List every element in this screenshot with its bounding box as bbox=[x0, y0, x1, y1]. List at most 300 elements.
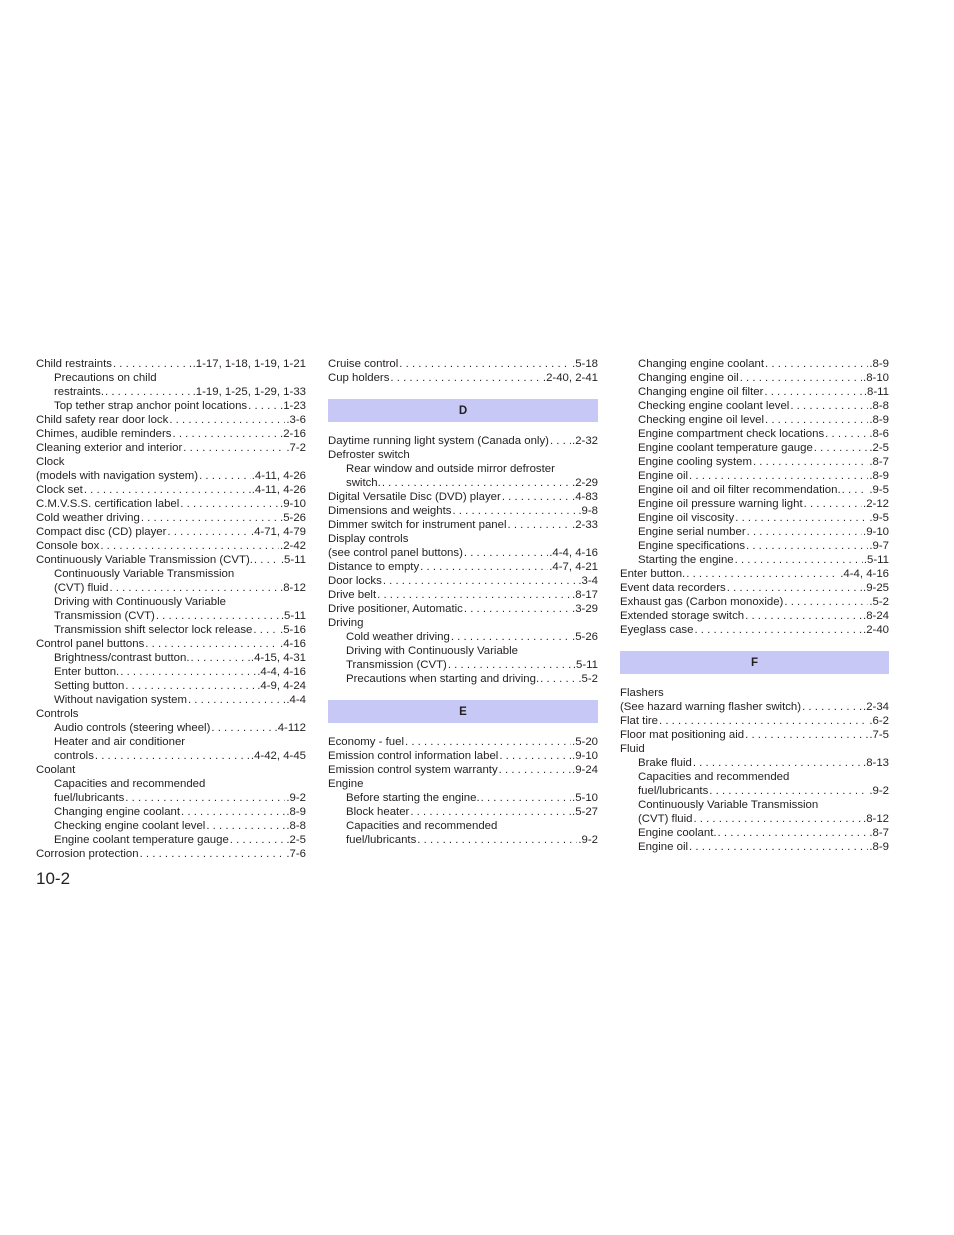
index-entry bbox=[36, 609, 306, 623]
index-entry bbox=[620, 469, 889, 483]
entry-page-ref: .5-27 bbox=[572, 806, 598, 818]
entry-page-ref: .8-12 bbox=[863, 813, 889, 825]
entry-page-ref: .5-2 bbox=[869, 596, 889, 608]
entry-page-ref: .8-7 bbox=[869, 456, 889, 468]
index-entry bbox=[36, 651, 306, 665]
entry-text: Starting the engine bbox=[638, 554, 734, 566]
entry-page-ref: .4-15, 4-31 bbox=[250, 652, 306, 664]
dot-leader bbox=[230, 833, 286, 847]
entry-page-ref: .5-10 bbox=[572, 792, 598, 804]
entry-page-ref: .8-13 bbox=[863, 757, 889, 769]
entry-text: Event data recorders bbox=[620, 582, 726, 594]
entry-text: Clock bbox=[36, 456, 65, 468]
dot-leader bbox=[499, 749, 571, 763]
index-entry bbox=[36, 805, 306, 819]
index-entry bbox=[36, 819, 306, 833]
entry-text: Checking engine coolant level bbox=[638, 400, 790, 412]
dot-leader bbox=[502, 490, 571, 504]
entry-page-ref: .8-9 bbox=[869, 470, 889, 482]
dot-leader bbox=[745, 728, 868, 742]
entry-text: C.M.V.S.S. certification label bbox=[36, 498, 180, 510]
entry-text: Driving with Continuously Variable bbox=[54, 596, 226, 608]
entry-page-ref: .8-24 bbox=[863, 610, 889, 622]
index-entry bbox=[36, 469, 306, 483]
section-header: D bbox=[328, 399, 598, 422]
entry-text: Exhaust gas (Carbon monoxide) bbox=[620, 596, 784, 608]
dot-leader bbox=[206, 819, 285, 833]
dot-leader bbox=[693, 756, 862, 770]
entry-text: Cold weather driving bbox=[346, 631, 450, 643]
entry-page-ref: .8-9 bbox=[869, 841, 889, 853]
dot-leader bbox=[167, 525, 250, 539]
entry-text: Rear window and outside mirror defroster bbox=[346, 463, 555, 475]
entry-text: (models with navigation system) bbox=[36, 470, 199, 482]
entry-text: Defroster switch bbox=[328, 449, 410, 461]
entry-page-ref: .5-18 bbox=[572, 358, 598, 370]
dot-leader bbox=[399, 357, 571, 371]
dot-leader bbox=[709, 784, 868, 798]
entry-text: Cold weather driving bbox=[36, 512, 140, 524]
entry-page-ref: .4-7, 4-21 bbox=[549, 561, 598, 573]
entry-page-ref: .2-12 bbox=[863, 498, 889, 510]
page-number: 10-2 bbox=[36, 869, 71, 888]
dot-leader bbox=[100, 539, 279, 553]
index-entry bbox=[620, 441, 889, 455]
entry-text: Floor mat positioning aid bbox=[620, 729, 745, 741]
dot-leader bbox=[382, 476, 571, 490]
entry-text: Corrosion protection bbox=[36, 848, 139, 860]
entry-text: Brightness/contrast button. bbox=[54, 652, 190, 664]
entry-page-ref: .9-2 bbox=[286, 792, 306, 804]
entry-page-ref: .8-7 bbox=[869, 827, 889, 839]
entry-text: Distance to empty bbox=[328, 561, 420, 573]
index-entry bbox=[36, 833, 306, 847]
dot-leader bbox=[508, 518, 572, 532]
index-entry bbox=[328, 805, 598, 819]
entry-text: Engine oil pressure warning light bbox=[638, 498, 803, 510]
index-entry bbox=[328, 448, 598, 462]
dot-leader bbox=[169, 413, 285, 427]
index-entry bbox=[620, 385, 889, 399]
dot-leader bbox=[718, 826, 869, 840]
entry-page-ref: .4-9, 4-24 bbox=[257, 680, 306, 692]
entry-text: Transmission shift selector lock release bbox=[54, 624, 253, 636]
index-entry bbox=[328, 476, 598, 490]
entry-page-ref: .8-11 bbox=[863, 386, 889, 398]
entry-text: Drive belt bbox=[328, 589, 377, 601]
index-entry bbox=[36, 511, 306, 525]
entry-text: Without navigation system bbox=[54, 694, 187, 706]
entry-text: Capacities and recommended bbox=[638, 771, 790, 783]
entry-page-ref: .5-11 bbox=[863, 554, 889, 566]
entry-page-ref: .4-71, 4-79 bbox=[250, 526, 306, 538]
index-entry bbox=[36, 525, 306, 539]
index-entry bbox=[36, 665, 306, 679]
entry-page-ref: .8-9 bbox=[286, 806, 306, 818]
dot-leader bbox=[464, 546, 548, 560]
entry-text: Engine coolant temperature gauge bbox=[54, 834, 229, 846]
entry-text: (See hazard warning flasher switch) bbox=[620, 701, 802, 713]
index-entry bbox=[36, 455, 306, 469]
dot-leader bbox=[417, 833, 577, 847]
entry-page-ref: .4-83 bbox=[572, 491, 598, 503]
entry-text: Capacities and recommended bbox=[346, 820, 498, 832]
entry-page-ref: .4-4, 4-16 bbox=[840, 568, 889, 580]
dot-leader bbox=[156, 609, 280, 623]
index-entry bbox=[328, 616, 598, 630]
entry-page-ref: .3-29 bbox=[572, 603, 598, 615]
entry-text: Driving bbox=[328, 617, 364, 629]
entry-text: Checking engine oil level bbox=[638, 414, 765, 426]
entry-text: Emission control system warranty bbox=[328, 764, 498, 776]
entry-text: Checking engine coolant level bbox=[54, 820, 206, 832]
dot-leader bbox=[253, 623, 279, 637]
index-entry bbox=[620, 497, 889, 511]
index-entry bbox=[328, 560, 598, 574]
entry-text: Chimes, audible reminders bbox=[36, 428, 172, 440]
dot-leader bbox=[410, 805, 571, 819]
index-column-3 bbox=[620, 357, 889, 854]
index-entry bbox=[620, 553, 889, 567]
entry-text: Engine coolant temperature gauge bbox=[638, 442, 813, 454]
dot-leader bbox=[804, 497, 862, 511]
dot-leader bbox=[211, 721, 273, 735]
entry-text: Coolant bbox=[36, 764, 76, 776]
dot-leader bbox=[689, 840, 868, 854]
index-entry bbox=[328, 763, 598, 777]
index-entry bbox=[328, 777, 598, 791]
dot-leader bbox=[390, 371, 541, 385]
index-entry bbox=[620, 413, 889, 427]
entry-text: Transmission (CVT) bbox=[54, 610, 155, 622]
entry-text: Display controls bbox=[328, 533, 409, 545]
entry-page-ref: .9-8 bbox=[578, 505, 598, 517]
index-entry bbox=[328, 574, 598, 588]
index-entry bbox=[328, 644, 598, 658]
index-entry bbox=[620, 357, 889, 371]
entry-text: Changing engine coolant bbox=[54, 806, 181, 818]
entry-text: Cruise control bbox=[328, 358, 399, 370]
index-entry bbox=[328, 504, 598, 518]
entry-text: Capacities and recommended bbox=[54, 778, 206, 790]
entry-page-ref: .8-6 bbox=[869, 428, 889, 440]
entry-text: (see control panel buttons) bbox=[328, 547, 463, 559]
entry-page-ref: .1-19, 1-25, 1-29, 1-33 bbox=[192, 386, 306, 398]
entry-text: Engine oil and oil filter recommendation. bbox=[638, 484, 841, 496]
index-entry bbox=[620, 714, 889, 728]
entry-text: Top tether strap anchor point locations bbox=[54, 400, 248, 412]
entry-text: Fluid bbox=[620, 743, 645, 755]
index-entry bbox=[36, 497, 306, 511]
index-entry bbox=[36, 427, 306, 441]
index-entry bbox=[620, 609, 889, 623]
entry-text: Door locks bbox=[328, 575, 382, 587]
entry-text: Audio controls (steering wheel) bbox=[54, 722, 211, 734]
entry-page-ref: .9-5 bbox=[869, 484, 889, 496]
entry-text: Block heater bbox=[346, 806, 410, 818]
index-entry bbox=[620, 623, 889, 637]
entry-text: Economy - fuel bbox=[328, 736, 404, 748]
entry-text: Changing engine coolant bbox=[638, 358, 765, 370]
entry-text: Engine oil bbox=[638, 470, 689, 482]
entry-page-ref: .8-17 bbox=[572, 589, 598, 601]
entry-text: Daytime running light system (Canada only) bbox=[328, 435, 549, 447]
entry-page-ref: .4-42, 4-45 bbox=[250, 750, 306, 762]
entry-text: Emission control information label bbox=[328, 750, 499, 762]
entry-page-ref: .6-2 bbox=[869, 715, 889, 727]
index-entry bbox=[36, 847, 306, 861]
dot-leader bbox=[448, 658, 572, 672]
dot-leader bbox=[383, 574, 578, 588]
entry-page-ref: .9-24 bbox=[572, 764, 598, 776]
entry-text: Cleaning exterior and interior bbox=[36, 442, 183, 454]
index-entry bbox=[328, 462, 598, 476]
index-entry bbox=[36, 441, 306, 455]
entry-page-ref: .7-2 bbox=[286, 442, 306, 454]
entry-text: Setting button bbox=[54, 680, 125, 692]
entry-text: Before starting the engine. bbox=[346, 792, 480, 804]
dot-leader bbox=[765, 413, 868, 427]
index-entry bbox=[328, 672, 598, 686]
entry-page-ref: .4-11, 4-26 bbox=[251, 470, 306, 482]
dot-leader bbox=[141, 511, 279, 525]
entry-text: Enter button. bbox=[620, 568, 686, 580]
entry-page-ref: .9-2 bbox=[578, 834, 598, 846]
dot-leader bbox=[95, 749, 250, 763]
entry-page-ref: .5-11 bbox=[572, 659, 598, 671]
dot-leader bbox=[735, 553, 863, 567]
dot-leader bbox=[790, 399, 868, 413]
entry-text: Dimensions and weights bbox=[328, 505, 452, 517]
entry-page-ref: .9-5 bbox=[869, 512, 889, 524]
entry-text: Continuously Variable Transmission bbox=[54, 568, 235, 580]
dot-leader bbox=[693, 812, 862, 826]
dot-leader bbox=[420, 560, 548, 574]
entry-text: switch. bbox=[346, 477, 381, 489]
entry-page-ref: .4-4, 4-16 bbox=[257, 666, 306, 678]
entry-text: Precautions on child bbox=[54, 372, 157, 384]
dot-leader bbox=[84, 483, 251, 497]
index-entry bbox=[328, 735, 598, 749]
entry-text: fuel/lubricants bbox=[638, 785, 709, 797]
section-header: E bbox=[328, 700, 598, 723]
index-entry bbox=[36, 371, 306, 385]
entry-text: fuel/lubricants bbox=[346, 834, 417, 846]
index-entry bbox=[36, 763, 306, 777]
entry-page-ref: .2-40 bbox=[863, 624, 889, 636]
entry-page-ref: .4-112 bbox=[274, 722, 306, 734]
dot-leader bbox=[746, 539, 868, 553]
entry-page-ref: .2-5 bbox=[286, 834, 306, 846]
entry-page-ref: .8-12 bbox=[280, 582, 306, 594]
index-entry bbox=[328, 532, 598, 546]
dot-leader bbox=[145, 637, 279, 651]
dot-leader bbox=[735, 511, 868, 525]
entry-text: Changing engine oil bbox=[638, 372, 739, 384]
index-entry bbox=[36, 623, 306, 637]
entry-text: (CVT) fluid bbox=[54, 582, 109, 594]
entry-text: Dimmer switch for instrument panel bbox=[328, 519, 507, 531]
entry-page-ref: .9-7 bbox=[869, 540, 889, 552]
entry-page-ref: .1-17, 1-18, 1-19, 1-21 bbox=[192, 358, 306, 370]
index-entry bbox=[620, 539, 889, 553]
index-entry bbox=[328, 791, 598, 805]
dot-leader bbox=[405, 735, 571, 749]
index-entry bbox=[328, 434, 598, 448]
index-entry bbox=[36, 357, 306, 371]
entry-page-ref: .5-11 bbox=[280, 610, 306, 622]
entry-page-ref: .9-10 bbox=[280, 498, 306, 510]
entry-text: Engine oil bbox=[638, 841, 689, 853]
dot-leader bbox=[105, 385, 192, 399]
index-entry bbox=[328, 546, 598, 560]
dot-leader bbox=[686, 567, 839, 581]
dot-leader bbox=[248, 399, 279, 413]
index-entry bbox=[36, 399, 306, 413]
entry-page-ref: .9-10 bbox=[572, 750, 598, 762]
dot-leader bbox=[481, 791, 571, 805]
dot-leader bbox=[727, 581, 862, 595]
entry-page-ref: .2-29 bbox=[572, 477, 598, 489]
entry-text: Engine oil viscosity bbox=[638, 512, 735, 524]
entry-text: Transmission (CVT) bbox=[346, 659, 447, 671]
index-column-1 bbox=[36, 357, 306, 861]
entry-text: Continuously Variable Transmission (CVT). bbox=[36, 554, 253, 566]
index-entry bbox=[36, 637, 306, 651]
index-entry bbox=[620, 770, 889, 784]
entry-text: Heater and air conditioner bbox=[54, 736, 186, 748]
section-header: F bbox=[620, 651, 889, 674]
entry-page-ref: .2-5 bbox=[869, 442, 889, 454]
entry-text: Changing engine oil filter bbox=[638, 386, 764, 398]
index-entry bbox=[36, 693, 306, 707]
dot-leader bbox=[747, 525, 862, 539]
dot-leader bbox=[140, 847, 286, 861]
index-entry bbox=[328, 518, 598, 532]
index-entry bbox=[328, 490, 598, 504]
entry-page-ref: .2-40, 2-41 bbox=[542, 372, 598, 384]
entry-page-ref: .9-25 bbox=[863, 582, 889, 594]
entry-text: Engine serial number bbox=[638, 526, 746, 538]
dot-leader bbox=[689, 469, 868, 483]
dot-leader bbox=[740, 371, 862, 385]
index-entry bbox=[36, 385, 306, 399]
index-entry bbox=[36, 707, 306, 721]
index-entry bbox=[36, 791, 306, 805]
entry-text: Child safety rear door lock bbox=[36, 414, 169, 426]
entry-page-ref: .8-9 bbox=[869, 358, 889, 370]
index-entry bbox=[36, 595, 306, 609]
entry-text: Extended storage switch bbox=[620, 610, 745, 622]
index-entry bbox=[620, 812, 889, 826]
entry-text: restraints. bbox=[54, 386, 105, 398]
dot-leader bbox=[377, 588, 571, 602]
entry-page-ref: .8-8 bbox=[869, 400, 889, 412]
entry-page-ref: .2-16 bbox=[280, 428, 306, 440]
index-entry bbox=[620, 742, 889, 756]
dot-leader bbox=[109, 581, 279, 595]
entry-text: Eyeglass case bbox=[620, 624, 694, 636]
entry-page-ref: .2-42 bbox=[280, 540, 306, 552]
dot-leader bbox=[802, 700, 862, 714]
entry-text: Brake fluid bbox=[638, 757, 692, 769]
dot-leader bbox=[199, 469, 251, 483]
dot-leader bbox=[452, 504, 577, 518]
entry-page-ref: .9-10 bbox=[863, 526, 889, 538]
index-entry bbox=[328, 749, 598, 763]
entry-page-ref: .5-11 bbox=[280, 554, 306, 566]
dot-leader bbox=[499, 763, 571, 777]
entry-text: Flashers bbox=[620, 687, 664, 699]
index-entry bbox=[620, 798, 889, 812]
index-entry bbox=[328, 833, 598, 847]
entry-page-ref: .2-33 bbox=[572, 519, 598, 531]
entry-text: Engine compartment check locations bbox=[638, 428, 825, 440]
index-entry bbox=[620, 581, 889, 595]
dot-leader bbox=[464, 602, 571, 616]
entry-page-ref: .8-10 bbox=[863, 372, 889, 384]
index-entry bbox=[328, 357, 598, 371]
dot-leader bbox=[254, 553, 280, 567]
index-entry bbox=[620, 728, 889, 742]
dot-leader bbox=[764, 385, 862, 399]
index-entry bbox=[36, 413, 306, 427]
dot-leader bbox=[825, 427, 868, 441]
entry-text: controls bbox=[54, 750, 94, 762]
entry-page-ref: .5-16 bbox=[280, 624, 306, 636]
dot-leader bbox=[842, 483, 869, 497]
dot-leader bbox=[765, 357, 868, 371]
entry-page-ref: .7-6 bbox=[286, 848, 306, 860]
entry-page-ref: .1-23 bbox=[280, 400, 306, 412]
dot-leader bbox=[659, 714, 868, 728]
entry-page-ref: .2-34 bbox=[863, 701, 889, 713]
index-entry bbox=[620, 826, 889, 840]
entry-text: Engine bbox=[328, 778, 364, 790]
index-entry bbox=[620, 595, 889, 609]
index-entry bbox=[620, 455, 889, 469]
dot-leader bbox=[451, 630, 571, 644]
dot-leader bbox=[125, 679, 256, 693]
entry-text: Child restraints bbox=[36, 358, 112, 370]
entry-text: Drive positioner, Automatic bbox=[328, 603, 463, 615]
entry-text: Clock set bbox=[36, 484, 83, 496]
entry-page-ref: .7-5 bbox=[869, 729, 889, 741]
entry-text: Engine coolant. bbox=[638, 827, 717, 839]
entry-page-ref: .4-4, 4-16 bbox=[549, 547, 598, 559]
index-entry bbox=[36, 721, 306, 735]
entry-text: (CVT) fluid bbox=[638, 813, 693, 825]
entry-page-ref: .4-11, 4-26 bbox=[251, 484, 306, 496]
dot-leader bbox=[113, 357, 192, 371]
dot-leader bbox=[753, 455, 868, 469]
dot-leader bbox=[191, 651, 250, 665]
index-entry bbox=[36, 539, 306, 553]
index-entry bbox=[36, 553, 306, 567]
entry-text: Compact disc (CD) player bbox=[36, 526, 167, 538]
index-entry bbox=[620, 784, 889, 798]
entry-page-ref: .9-2 bbox=[869, 785, 889, 797]
index-entry bbox=[620, 525, 889, 539]
index-entry bbox=[620, 399, 889, 413]
entry-text: Controls bbox=[36, 708, 79, 720]
dot-leader bbox=[745, 609, 862, 623]
index-entry bbox=[36, 777, 306, 791]
entry-page-ref: .8-9 bbox=[869, 414, 889, 426]
entry-text: fuel/lubricants bbox=[54, 792, 125, 804]
dot-leader bbox=[550, 434, 571, 448]
dot-leader bbox=[188, 693, 285, 707]
